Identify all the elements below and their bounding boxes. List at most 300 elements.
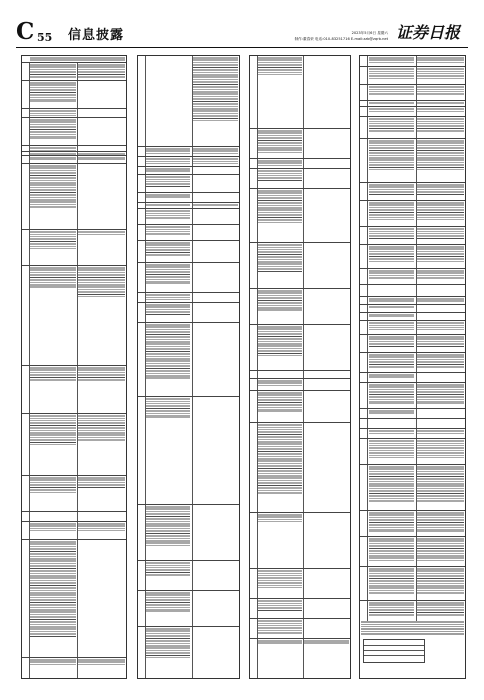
clause-text	[146, 158, 190, 164]
clause-text	[417, 466, 464, 502]
table-row	[250, 242, 350, 289]
table-row	[22, 229, 126, 266]
table-row	[360, 66, 465, 85]
revised-clause-cell	[77, 164, 126, 230]
original-clause-cell	[367, 439, 416, 465]
clause-text	[369, 384, 415, 404]
clause-text	[193, 158, 238, 164]
revised-clause-cell	[303, 289, 350, 325]
table-row	[360, 84, 465, 101]
header-rule	[16, 47, 468, 48]
original-clause-cell	[257, 169, 304, 189]
clause-text	[258, 190, 302, 224]
revised-clause-cell	[303, 599, 350, 619]
editor-info: 制作:董春荣 电话:010-83251716 E-mail:zzb@zqrb.net	[294, 37, 388, 41]
summary-mini-table	[363, 639, 425, 663]
table-row	[22, 413, 126, 476]
original-clause-cell	[367, 353, 416, 373]
revised-clause-cell	[303, 391, 350, 423]
original-clause-cell	[145, 591, 192, 627]
column-4-table	[359, 55, 466, 679]
clause-text	[30, 165, 75, 209]
clause-text	[369, 322, 415, 330]
newspaper-logo: 证券日报	[396, 23, 461, 42]
clause-text	[417, 512, 464, 532]
clause-text	[146, 562, 190, 576]
clause-text	[369, 298, 415, 302]
table-row	[138, 322, 239, 397]
clause-text	[146, 168, 190, 172]
clause-text	[369, 306, 415, 309]
clause-text	[417, 108, 464, 112]
clause-text	[369, 354, 415, 368]
original-clause-cell	[29, 658, 78, 679]
clause-text	[369, 246, 415, 262]
table-row	[250, 638, 350, 679]
clause-text	[146, 398, 190, 418]
clause-text	[258, 600, 302, 612]
original-clause-cell	[257, 325, 304, 371]
clause-text	[30, 119, 75, 139]
original-clause-cell	[257, 569, 304, 599]
clause-text	[417, 602, 464, 616]
clause-text	[258, 640, 302, 644]
table-row	[250, 618, 350, 639]
clause-text	[78, 231, 125, 235]
table-row	[138, 302, 239, 323]
clause-text	[30, 267, 75, 289]
original-clause-cell	[367, 183, 416, 201]
revised-clause-cell	[192, 561, 239, 591]
clause-text	[369, 86, 415, 96]
clause-text	[78, 267, 125, 297]
revised-clause-cell	[416, 117, 465, 139]
revised-clause-cell	[77, 522, 126, 540]
revised-clause-cell	[77, 476, 126, 512]
original-clause-cell	[29, 522, 78, 540]
table-row	[360, 382, 465, 409]
original-clause-cell	[145, 397, 192, 505]
original-clause-cell	[29, 266, 78, 366]
table-row	[360, 566, 465, 601]
clause-text	[146, 194, 190, 199]
table-row	[22, 265, 126, 366]
revised-clause-cell	[416, 245, 465, 269]
clause-text	[258, 244, 302, 272]
revised-clause-cell	[303, 569, 350, 599]
revised-clause-cell	[303, 619, 350, 639]
revised-clause-cell	[416, 321, 465, 335]
original-clause-cell	[367, 56, 416, 66]
clause-text	[369, 538, 415, 562]
clause-text	[417, 298, 464, 302]
clause-text	[369, 440, 415, 458]
original-clause-cell	[145, 627, 192, 679]
revised-clause-cell	[77, 366, 126, 414]
clause-text	[30, 64, 75, 78]
original-clause-cell	[367, 245, 416, 269]
original-clause-cell	[367, 269, 416, 285]
clause-text	[369, 228, 415, 240]
clause-text	[369, 374, 415, 378]
revised-clause-cell	[77, 658, 126, 679]
clause-text	[146, 148, 190, 154]
original-clause-cell	[145, 303, 192, 323]
original-clause-cell	[367, 511, 416, 537]
revised-clause-cell	[416, 511, 465, 537]
table-row	[22, 521, 126, 540]
revised-clause-cell	[416, 439, 465, 465]
clause-text	[369, 57, 415, 63]
clause-text	[146, 506, 190, 546]
original-clause-cell	[367, 227, 416, 245]
original-clause-cell	[257, 423, 304, 513]
table-row	[250, 168, 350, 189]
clause-text	[417, 140, 464, 170]
clause-text	[78, 415, 125, 441]
revised-clause-cell	[192, 225, 239, 241]
clause-text	[258, 170, 302, 182]
original-clause-cell	[257, 129, 304, 159]
clause-text	[417, 440, 464, 458]
table-row	[138, 262, 239, 293]
original-clause-cell	[145, 225, 192, 241]
table-row	[138, 224, 239, 241]
revised-clause-cell	[416, 601, 465, 621]
table-row	[22, 117, 126, 146]
table-row	[22, 365, 126, 414]
clause-text	[146, 226, 190, 236]
clause-text	[78, 157, 125, 160]
revised-clause-cell	[303, 513, 350, 569]
clause-text	[193, 204, 238, 207]
clause-text	[30, 523, 75, 531]
clause-text	[30, 415, 75, 445]
original-clause-cell	[257, 513, 304, 569]
table-row	[22, 539, 126, 658]
original-clause-cell	[367, 601, 416, 621]
clause-text	[369, 102, 415, 104]
original-clause-cell	[257, 639, 304, 679]
clause-text	[78, 523, 125, 531]
table-row	[138, 208, 239, 225]
original-clause-cell	[145, 241, 192, 263]
clause-text	[369, 202, 415, 220]
clause-text	[258, 514, 302, 522]
clause-text	[258, 620, 302, 634]
clause-text	[78, 64, 125, 78]
original-clause-cell	[367, 335, 416, 353]
section-title: 信息披露	[68, 28, 125, 43]
revised-clause-cell	[416, 67, 465, 85]
clause-text	[258, 160, 302, 166]
revised-clause-cell	[303, 189, 350, 243]
clause-text	[417, 568, 464, 594]
clause-text	[417, 538, 464, 562]
original-clause-cell	[367, 321, 416, 335]
original-clause-cell	[367, 201, 416, 227]
revised-clause-cell	[192, 591, 239, 627]
revised-clause-cell	[192, 505, 239, 561]
clause-text	[369, 430, 415, 434]
revised-clause-cell	[416, 269, 465, 285]
revised-clause-cell	[416, 201, 465, 227]
clause-text	[258, 326, 302, 356]
clause-text	[146, 264, 190, 284]
revised-clause-cell	[416, 227, 465, 245]
table-row	[138, 560, 239, 591]
clause-text	[369, 568, 415, 594]
table-row	[22, 475, 126, 512]
original-clause-cell	[257, 189, 304, 243]
revised-clause-cell	[192, 627, 239, 679]
clause-text	[417, 202, 464, 220]
original-clause-cell	[257, 289, 304, 325]
clause-text	[417, 246, 464, 262]
original-clause-cell	[367, 537, 416, 567]
clause-text	[417, 354, 464, 368]
revised-clause-cell	[77, 118, 126, 146]
revised-clause-cell	[303, 639, 350, 679]
clause-text	[258, 392, 302, 412]
clause-text	[258, 290, 302, 312]
original-clause-cell	[29, 118, 78, 146]
original-clause-cell	[29, 63, 78, 81]
revised-clause-cell	[303, 129, 350, 159]
clause-text	[30, 82, 75, 102]
clause-text	[369, 602, 415, 616]
table-row	[360, 334, 465, 353]
clause-text	[417, 57, 464, 63]
table-row	[360, 138, 465, 183]
table-row	[250, 568, 350, 599]
clause-text	[146, 324, 190, 380]
revised-clause-cell	[192, 303, 239, 323]
clause-text	[30, 157, 75, 160]
clause-text	[146, 628, 190, 658]
revised-clause-cell	[77, 81, 126, 109]
clause-text	[417, 86, 464, 96]
revised-clause-cell	[303, 423, 350, 513]
table-row	[360, 244, 465, 269]
table-row	[250, 188, 350, 243]
original-clause-cell	[367, 139, 416, 183]
table-row	[138, 240, 239, 263]
table-row	[360, 510, 465, 537]
original-clause-cell	[29, 476, 78, 512]
clause-text	[146, 294, 190, 300]
clause-text	[369, 336, 415, 348]
notice-text	[361, 621, 464, 635]
original-clause-cell	[29, 164, 78, 230]
clause-text	[146, 592, 190, 612]
revised-clause-cell	[416, 56, 465, 66]
clause-text	[369, 410, 415, 414]
table-row	[22, 62, 126, 81]
clause-text	[369, 466, 415, 502]
revised-clause-cell	[303, 325, 350, 371]
original-clause-cell	[29, 366, 78, 414]
original-clause-cell	[367, 567, 416, 601]
original-clause-cell	[145, 505, 192, 561]
revised-clause-cell	[77, 540, 126, 658]
clause-text	[30, 231, 75, 249]
clause-text	[258, 570, 302, 588]
table-row	[138, 590, 239, 627]
table-row	[138, 504, 239, 561]
clause-text	[30, 367, 75, 381]
table-row	[250, 422, 350, 513]
revised-clause-cell	[416, 465, 465, 511]
clause-text	[417, 270, 464, 280]
clause-text	[369, 118, 415, 132]
original-clause-cell	[145, 175, 192, 193]
table-row	[360, 226, 465, 245]
clause-text	[146, 176, 190, 188]
table-row	[360, 464, 465, 511]
table-row	[250, 56, 350, 128]
revised-clause-cell	[192, 209, 239, 225]
table-row	[138, 174, 239, 193]
table-row	[22, 163, 126, 230]
table-row	[360, 268, 465, 285]
clause-text	[78, 477, 125, 489]
clause-text	[369, 140, 415, 170]
table-row	[250, 128, 350, 159]
original-clause-cell	[257, 391, 304, 423]
revised-clause-cell	[192, 56, 239, 146]
original-clause-cell	[257, 56, 304, 128]
table-row	[360, 438, 465, 465]
revised-clause-cell	[416, 353, 465, 373]
clause-text	[369, 270, 415, 280]
clause-text	[417, 68, 464, 80]
revised-clause-cell	[416, 85, 465, 101]
original-clause-cell	[145, 561, 192, 591]
revised-clause-cell	[416, 537, 465, 567]
clause-text	[78, 367, 125, 381]
clause-text	[417, 322, 464, 330]
table-row	[250, 390, 350, 423]
page-header	[0, 0, 484, 50]
original-clause-cell	[367, 67, 416, 85]
revised-clause-cell	[192, 263, 239, 293]
original-clause-cell	[257, 619, 304, 639]
clause-text	[30, 659, 75, 665]
clause-text	[258, 424, 302, 494]
clause-text	[304, 640, 349, 644]
revised-clause-cell	[77, 414, 126, 476]
original-clause-cell	[257, 599, 304, 619]
clause-text	[193, 148, 238, 154]
revised-clause-cell	[77, 63, 126, 81]
issue-date: 2023年5月6日 星期六	[351, 31, 388, 35]
revised-clause-cell	[192, 175, 239, 193]
original-clause-cell	[145, 209, 192, 225]
column-2-table	[137, 55, 240, 679]
table-row	[360, 182, 465, 201]
table-row	[250, 598, 350, 619]
page-number: 55	[37, 31, 53, 44]
column-3-table	[249, 55, 351, 679]
original-clause-cell	[367, 117, 416, 139]
table-row	[360, 320, 465, 335]
clause-text	[30, 57, 124, 61]
original-clause-cell	[257, 243, 304, 289]
table-row	[360, 56, 465, 66]
clause-text	[417, 184, 464, 196]
revised-clause-cell	[192, 241, 239, 263]
table-row	[360, 600, 465, 621]
clause-text	[146, 210, 190, 220]
revised-clause-cell	[303, 56, 350, 128]
clause-text	[417, 102, 464, 104]
original-clause-cell	[145, 263, 192, 293]
clause-text	[30, 541, 75, 637]
original-clause-cell	[29, 540, 78, 658]
clause-text	[30, 110, 75, 116]
revised-clause-cell	[77, 230, 126, 266]
table-row	[360, 200, 465, 227]
clause-text	[369, 184, 415, 196]
clause-text	[417, 384, 464, 404]
clause-text	[369, 512, 415, 532]
revised-clause-cell	[416, 567, 465, 601]
table-row	[138, 396, 239, 505]
original-clause-cell	[367, 85, 416, 101]
original-clause-cell	[145, 56, 192, 146]
revised-clause-cell	[416, 383, 465, 409]
original-clause-cell	[145, 323, 192, 397]
revised-clause-cell	[192, 323, 239, 397]
table-row	[22, 80, 126, 109]
table-row	[250, 324, 350, 371]
revised-clause-cell	[77, 266, 126, 366]
original-clause-cell	[29, 81, 78, 109]
table-row	[360, 536, 465, 567]
original-clause-cell	[29, 230, 78, 266]
original-clause-cell	[29, 414, 78, 476]
table-row	[360, 116, 465, 139]
clause-text	[417, 430, 464, 434]
revised-clause-cell	[416, 335, 465, 353]
table-row	[250, 288, 350, 325]
clause-text	[146, 242, 190, 256]
clause-text	[417, 118, 464, 132]
clause-text	[78, 659, 125, 665]
clause-text	[369, 68, 415, 80]
clause-text	[146, 304, 190, 316]
revised-clause-cell	[416, 139, 465, 183]
original-clause-cell	[367, 465, 416, 511]
clause-text	[258, 130, 302, 154]
clause-text	[417, 336, 464, 348]
original-clause-cell	[367, 383, 416, 409]
clause-text	[146, 204, 190, 207]
revised-clause-cell	[303, 169, 350, 189]
table-row	[22, 657, 126, 679]
section-letter: C	[16, 18, 35, 45]
clause-text	[369, 108, 415, 112]
clause-text	[30, 477, 75, 493]
table-row	[138, 626, 239, 679]
table-row	[250, 512, 350, 569]
clause-text	[369, 314, 415, 317]
revised-clause-cell	[192, 397, 239, 505]
revised-clause-cell	[416, 183, 465, 201]
revised-clause-cell	[303, 243, 350, 289]
table-row	[360, 352, 465, 373]
